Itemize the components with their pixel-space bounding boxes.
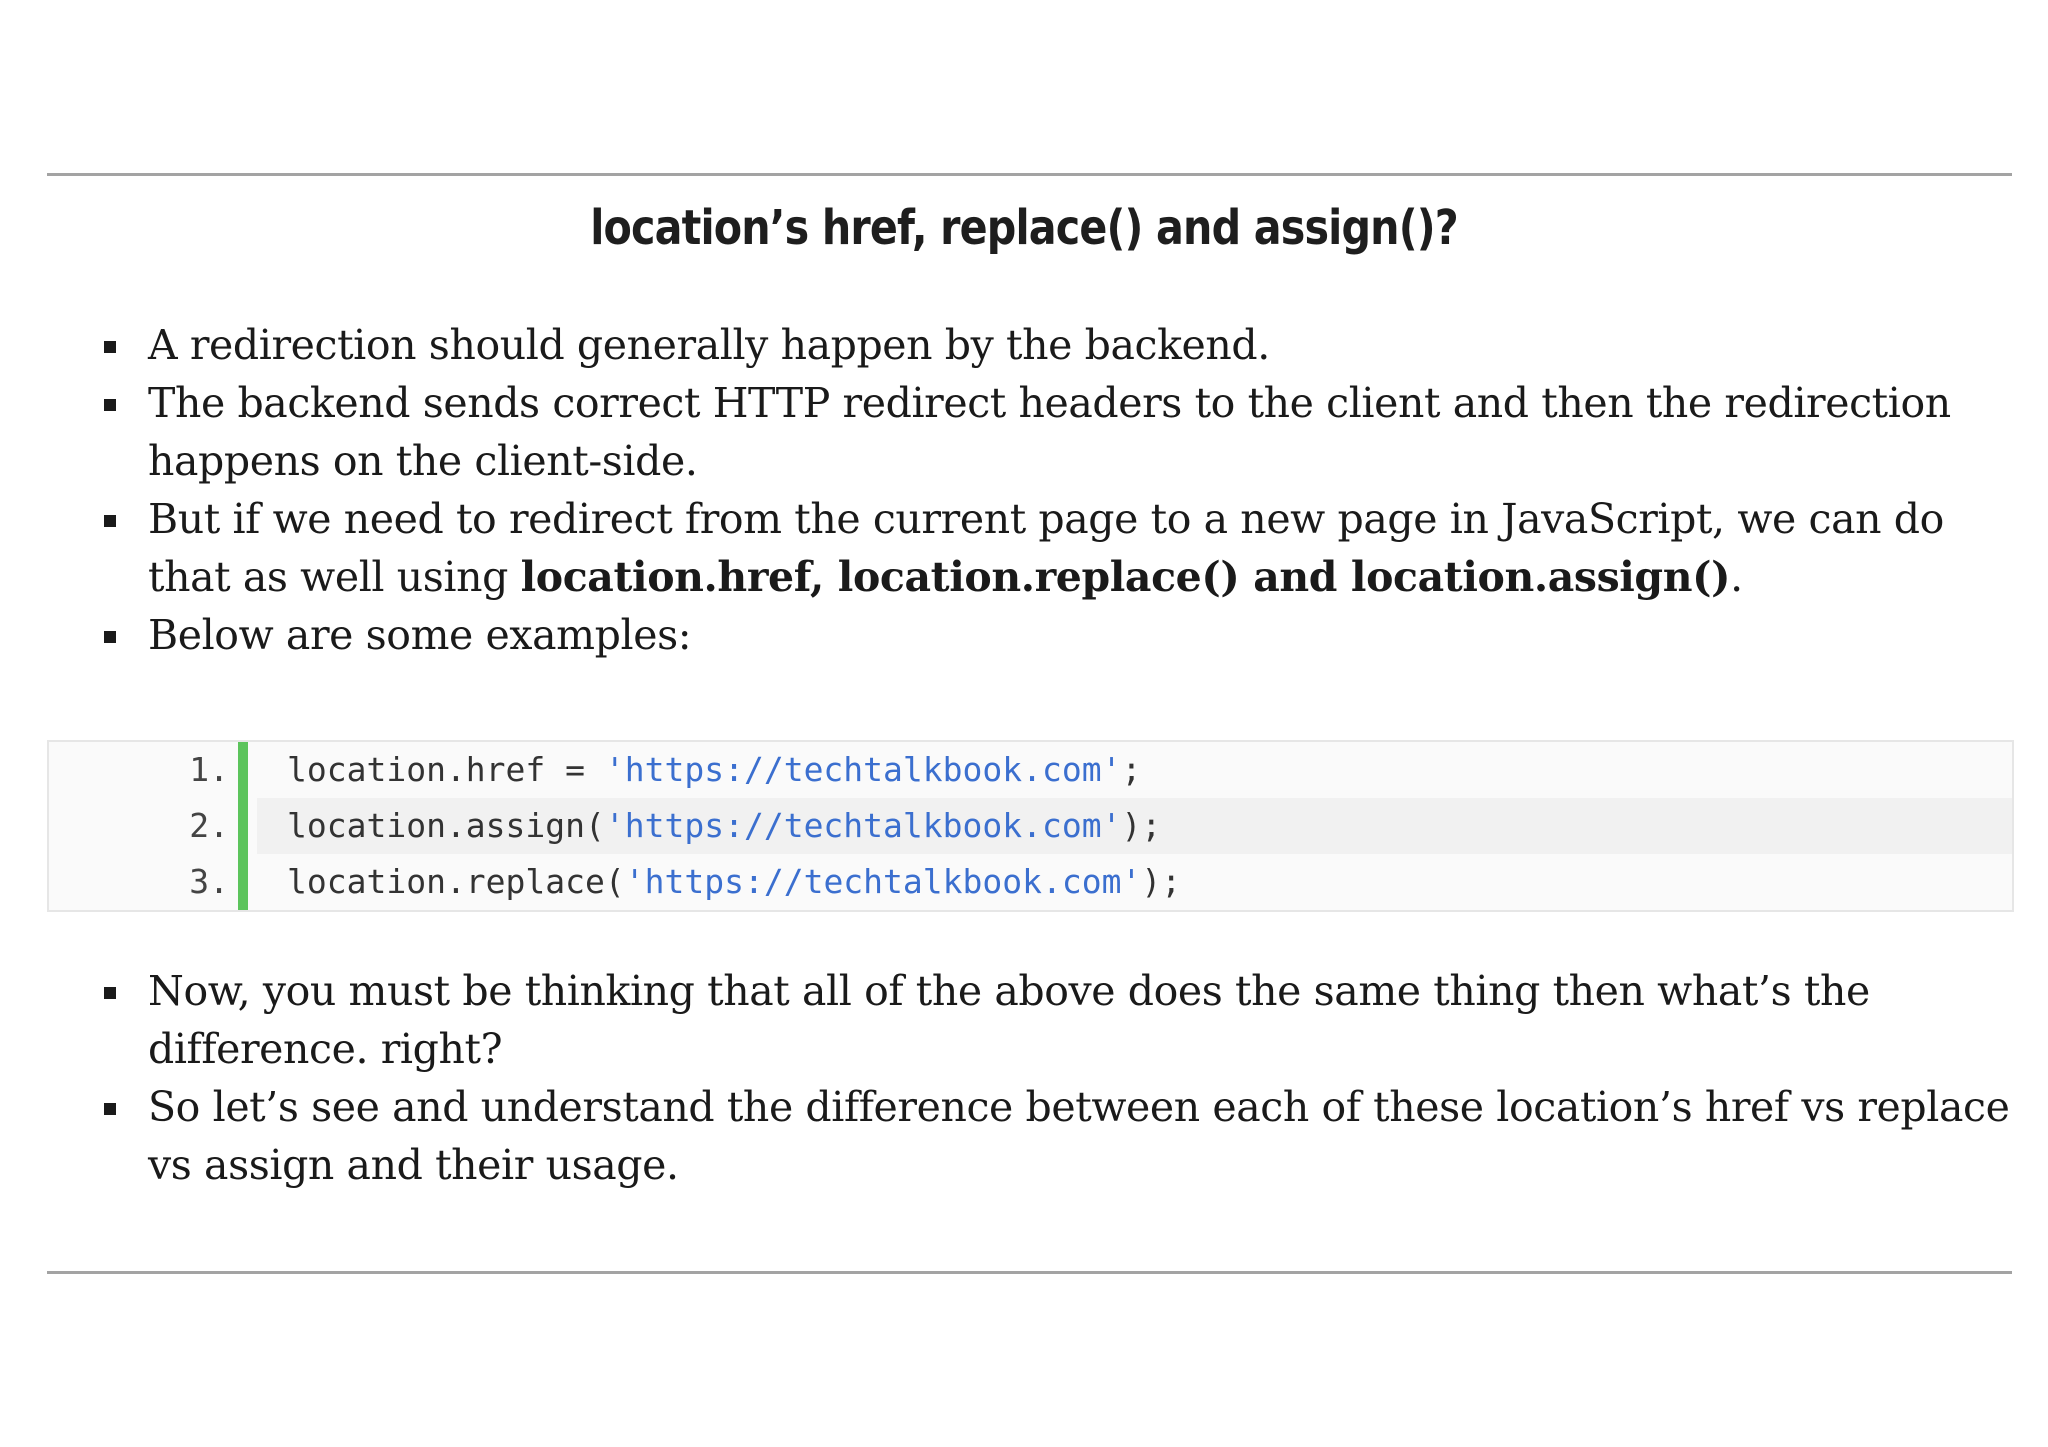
line-number: 1.: [189, 750, 229, 789]
bullet-item: [148, 962, 2018, 1078]
page-title: location’s href, replace() and assign()?: [590, 200, 1458, 256]
square-bullet-icon: [104, 987, 116, 999]
bullet-item: [148, 606, 2018, 664]
bullet-text: The backend sends correct HTTP redirect headers to the client and then the redirection happens on the client-side.: [148, 379, 1951, 485]
bullet-text: But if we need to redirect from the current page to a new page in JavaScript, we can do that as well using: [148, 495, 1944, 601]
top-divider: [47, 173, 2012, 176]
code-text: [257, 742, 2012, 798]
square-bullet-icon: [104, 341, 116, 353]
code-token: );: [1141, 862, 1182, 901]
bullet-text: Below are some examples:: [148, 611, 692, 659]
code-line: [49, 798, 2012, 854]
bullet-text: A redirection should generally happen by the backend.: [148, 321, 1270, 369]
bullet-item: [148, 316, 2018, 374]
code-line: [49, 854, 2012, 910]
intro-bullet-list: [148, 316, 2018, 664]
square-bullet-icon: [104, 515, 116, 527]
bullet-item: [148, 1078, 2018, 1194]
square-bullet-icon: [104, 1103, 116, 1115]
bullet-text: So let’s see and understand the difference between each of these location’s href vs replace vs assign and their usage.: [148, 1083, 2010, 1189]
square-bullet-icon: [104, 631, 116, 643]
bullet-text: Now, you must be thinking that all of the above does the same thing then what’s the difference. right?: [148, 967, 1870, 1073]
followup-bullet-list: [148, 962, 2018, 1194]
bullet-text-end: .: [1730, 553, 1743, 601]
bullet-bold-text: location.href, location.replace() and location.assign(): [520, 553, 1731, 601]
line-number: 3.: [189, 862, 229, 901]
code-text: [257, 798, 2012, 854]
square-bullet-icon: [104, 399, 116, 411]
code-token: );: [1121, 806, 1162, 845]
code-text: [257, 854, 2012, 910]
line-number: 2.: [189, 806, 229, 845]
code-token: location.replace(: [287, 862, 625, 901]
bullet-item: [148, 490, 2018, 606]
code-token: location.href =: [287, 750, 605, 789]
code-token: location.assign(: [287, 806, 605, 845]
code-block: [47, 740, 2014, 912]
code-string-token: 'https://techtalkbook.com': [624, 862, 1142, 901]
code-token: ;: [1121, 750, 1142, 789]
code-line: [49, 742, 2012, 798]
code-string-token: 'https://techtalkbook.com': [604, 806, 1122, 845]
bottom-divider: [47, 1271, 2012, 1274]
bullet-item: [148, 374, 2018, 490]
code-string-token: 'https://techtalkbook.com': [604, 750, 1122, 789]
